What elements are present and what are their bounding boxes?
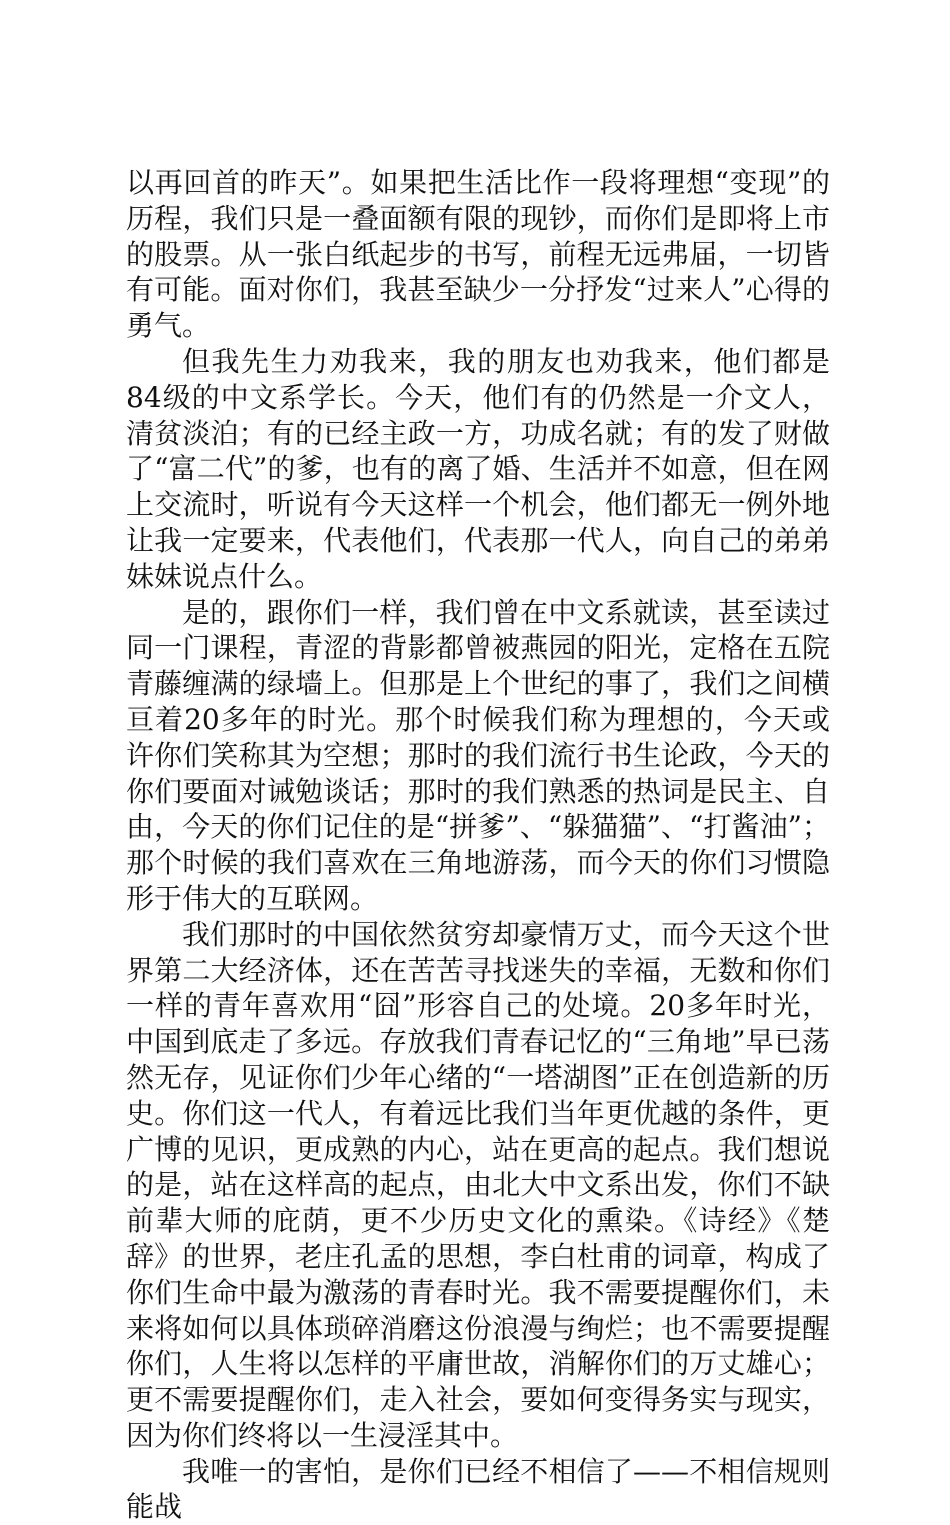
paragraph: 但我先生力劝我来，我的朋友也劝我来，他们都是84级的中文系学长。今天，他们有的仍然是一介文人，清贫淡泊；有的已经主政一方，功成名就；有的发了财做了“富二代”的爹，也有的离了婚、生活并不如意，但在网上交流时，听说有今天这样一个机会，他们都无一例外地让我一定要来，代表他们，代表那一代人，向自己的弟弟妹妹说点什么。 — [126, 344, 830, 593]
paragraph-continued: 以再回首的昨天”。如果把生活比作一段将理想“变现”的历程，我们只是一叠面额有限的现钞，而你们是即将上市的股票。从一张白纸起步的书写，前程无远弗届，一切皆有可能。面对你们，我甚至缺少一分抒发“过来人”心得的勇气。 — [126, 166, 830, 343]
paragraph: 我们那时的中国依然贫穷却豪情万丈，而今天这个世界第二大经济体，还在苦苦寻找迷失的幸福，无数和你们一样的青年喜欢用“囧”形容自己的处境。20多年时光，中国到底走了多远。存放我们青春记忆的“三角地”早已荡然无存，见证你们少年心绪的“一塔湖图”正在创造新的历史。你们这一代人，有着远比我们当年更优越的条件，更广博的见识，更成熟的内心，站在更高的起点。我们想说的是，站在这样高的起点，由北大中文系出发，你们不缺前辈大师的庇荫，更不少历史文化的熏染。《诗经》《楚辞》的世界，老庄孔孟的思想，李白杜甫的词章，构成了你们生命中最为激荡的青春时光。我不需要提醒你们，未来将如何以具体琐碎消磨这份浪漫与绚烂；也不需要提醒你们，人生将以怎样的平庸世故，消解你们的万丈雄心；更不需要提醒你们，走入社会，要如何变得务实与现实，因为你们终将以一生浸淫其中。 — [126, 917, 830, 1452]
paragraph: 是的，跟你们一样，我们曾在中文系就读，甚至读过同一门课程，青涩的背影都曾被燕园的阳光，定格在五院青藤缠满的绿墙上。但那是上个世纪的事了，我们之间横亘着20多年的时光。那个时候我们称为理想的，今天或许你们笑称其为空想；那时的我们流行书生论政，今天的你们要面对诫勉谈话；那时的我们熟悉的热词是民主、自由，今天的你们记住的是“拼爹”、“躲猫猫”、“打酱油”；那个时候的我们喜欢在三角地游荡，而今天的你们习惯隐形于伟大的互联网。 — [126, 595, 830, 915]
paragraph: 我唯一的害怕，是你们已经不相信了——不相信规则能战 — [126, 1454, 830, 1524]
body-text — [126, 165, 830, 1525]
